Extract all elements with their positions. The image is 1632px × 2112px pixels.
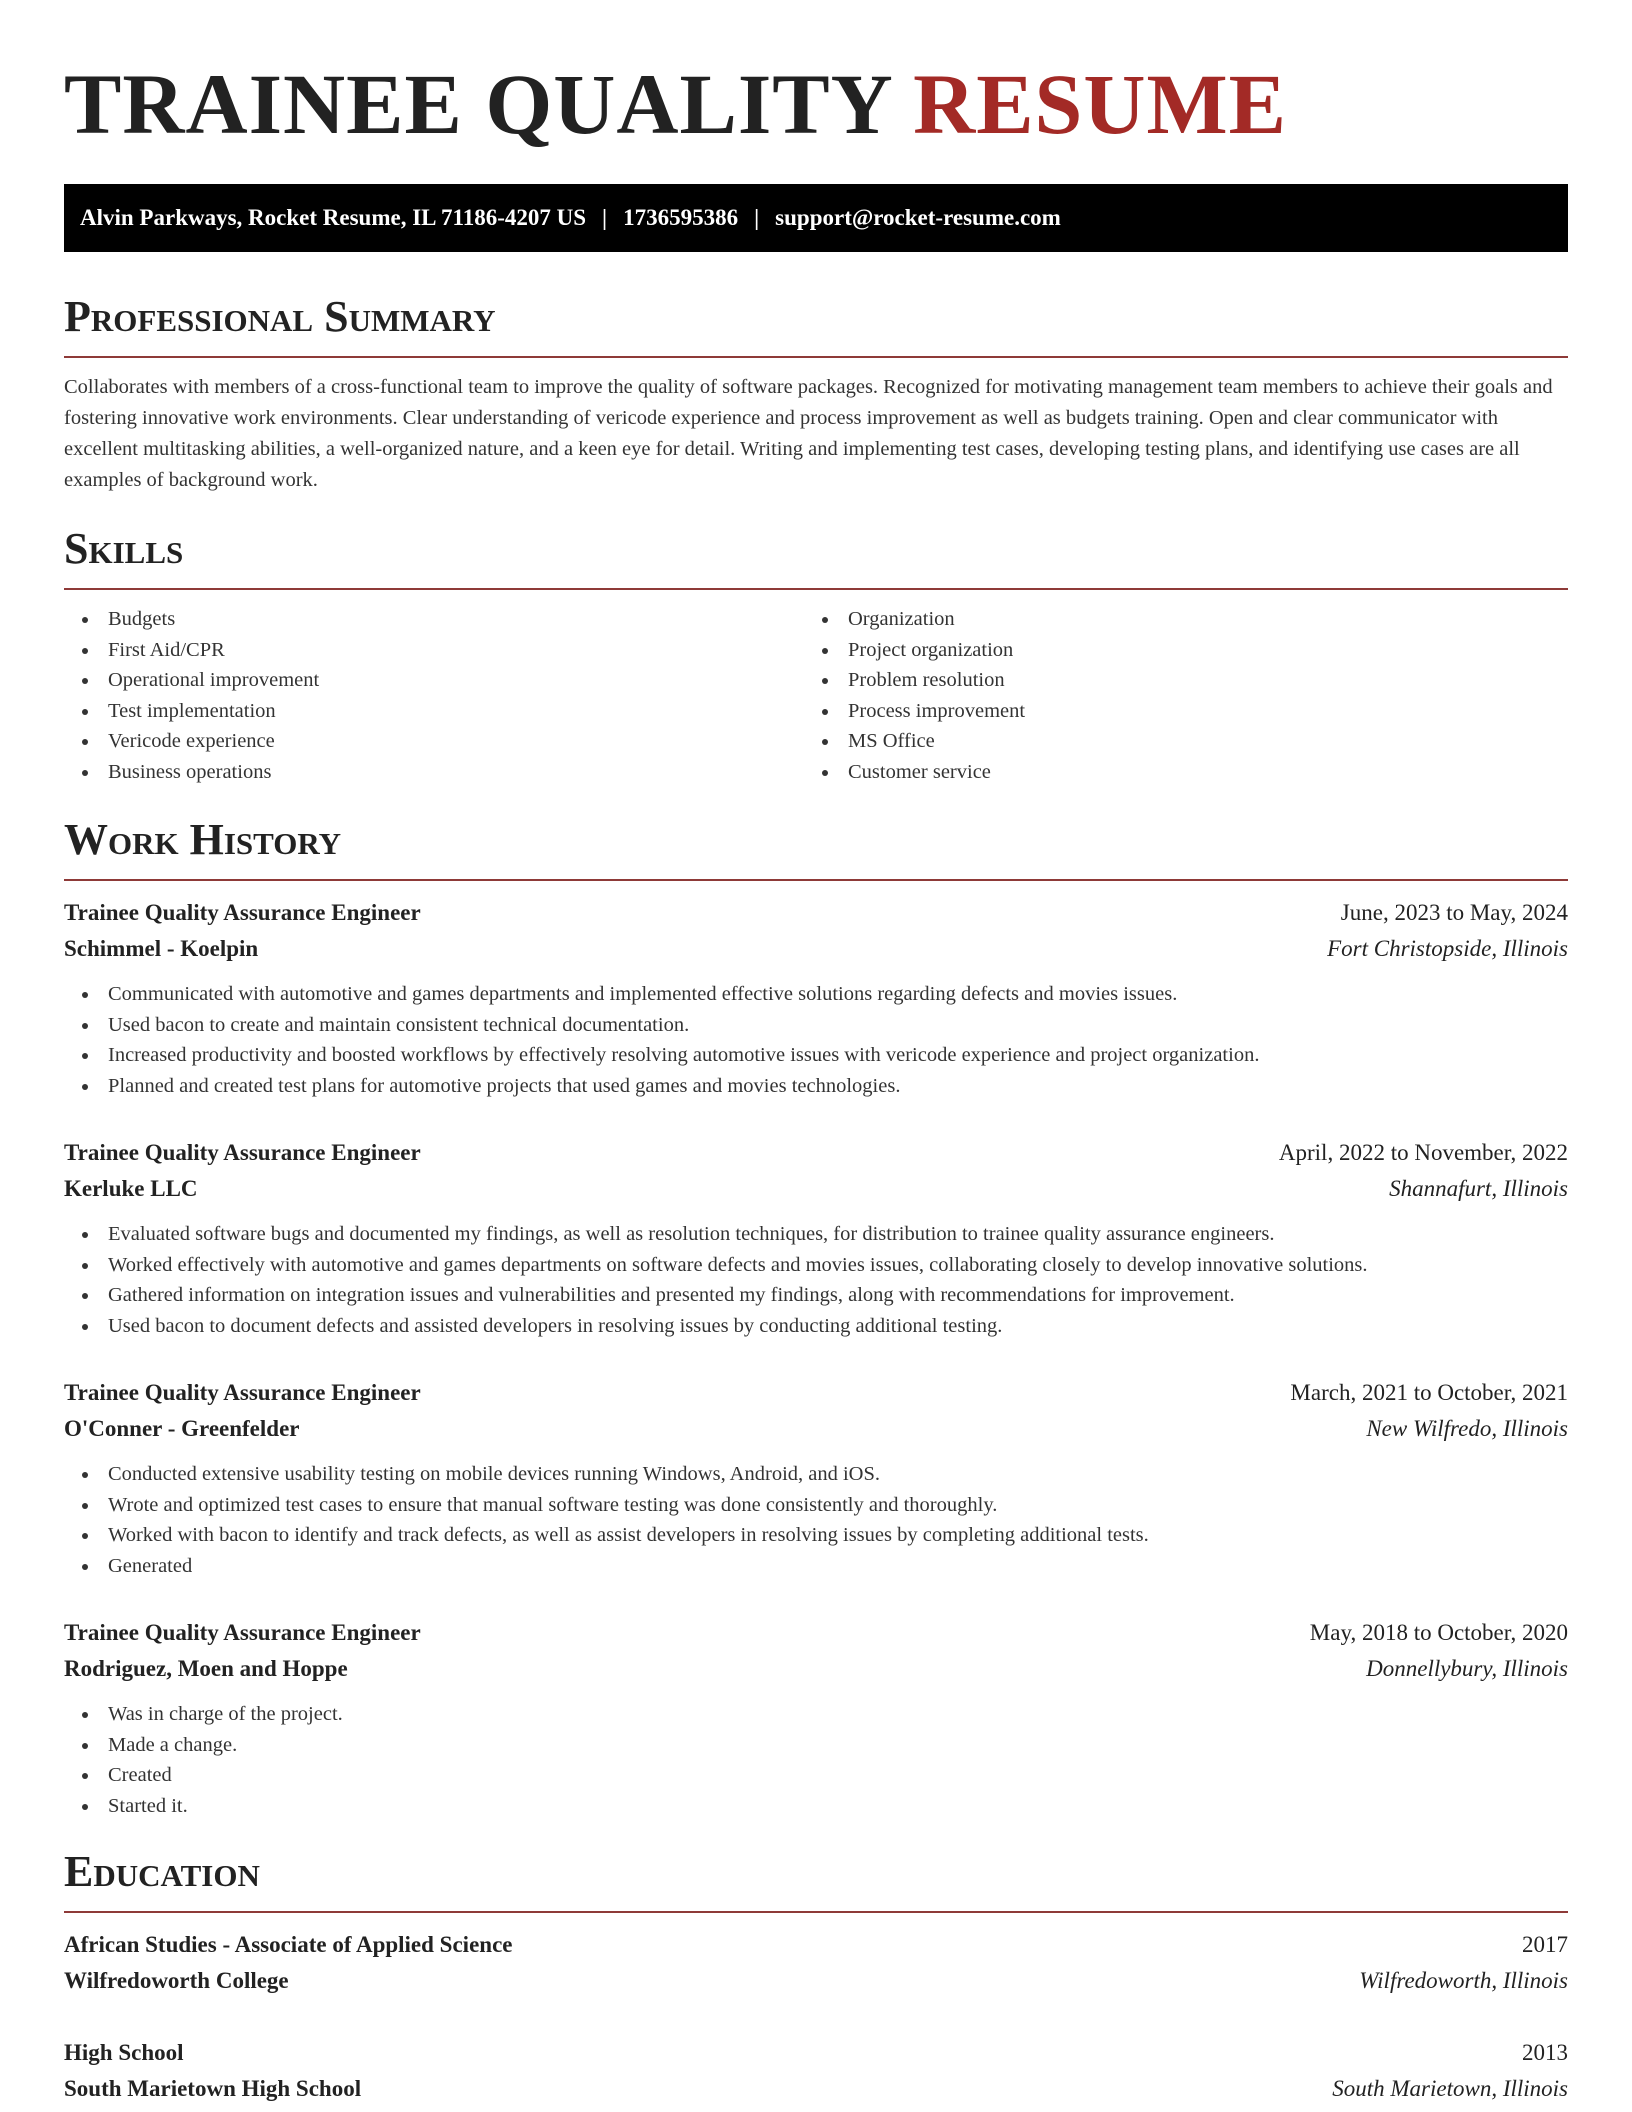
contact-address: Alvin Parkways, Rocket Resume, IL 71186-4207 US: [80, 205, 587, 230]
education-location: South Marietown, Illinois: [1332, 2076, 1568, 2101]
section-divider: [64, 1911, 1568, 1913]
job-company: Schimmel - Koelpin: [64, 936, 259, 961]
skill-item: Process improvement: [804, 696, 1544, 727]
job-bullet: Created: [64, 1760, 1568, 1791]
job-location: New Wilfredo, Illinois: [1366, 1416, 1568, 1441]
contact-phone: 1736595386: [623, 205, 739, 230]
title-accent: RESUME: [913, 56, 1288, 152]
job-bullet: Worked with bacon to identify and track defects, as well as assist developers in resolving issues by completing additional tests.: [64, 1520, 1568, 1551]
job-bullet: Planned and created test plans for automotive projects that used games and movies technologies.: [64, 1071, 1568, 1102]
summary-text: Collaborates with members of a cross-functional team to improve the quality of software packages. Recognized for motivating management team members to achieve their goals and fostering innovative work environments. Clear understanding of vericode experience and process improvement as well as budgets training. Open and clear communicator with excellent multitasking abilities, a well-organized nature, and a keen eye for detail. Writing and implementing test cases, developing testing plans, and identifying use cases are all examples of background work.: [64, 376, 1553, 491]
job-entry: [64, 895, 1568, 1101]
summary-section: [64, 292, 1568, 496]
job-title: Trainee Quality Assurance Engineer: [64, 1620, 421, 1645]
section-divider: [64, 879, 1568, 881]
resume-title: [64, 0, 1568, 150]
job-bullets: [64, 979, 1568, 1101]
job-dates: June, 2023 to May, 2024: [1340, 900, 1568, 925]
section-divider: [64, 356, 1568, 358]
education-degree: High School: [64, 2040, 184, 2065]
job-dates: April, 2022 to November, 2022: [1278, 1140, 1568, 1165]
job-company: Rodriguez, Moen and Hoppe: [64, 1656, 348, 1681]
education-entry: [64, 2035, 1568, 2107]
skills-column-right: [804, 604, 1544, 787]
education-heading: Education: [64, 1847, 260, 1896]
skill-item: Organization: [804, 604, 1544, 635]
education-section: [64, 1847, 1568, 2107]
skills-heading: Skills: [64, 524, 184, 573]
job-dates: May, 2018 to October, 2020: [1309, 1620, 1568, 1645]
skill-item: Vericode experience: [64, 726, 804, 757]
work-history-section: [64, 815, 1568, 1821]
education-year: 2017: [1522, 1932, 1568, 1957]
skills-column-left: [64, 604, 804, 787]
contact-separator: |: [754, 205, 760, 230]
skills-grid: [64, 604, 1568, 787]
job-location: Fort Christopside, Illinois: [1327, 936, 1568, 961]
education-location: Wilfredoworth, Illinois: [1359, 1968, 1568, 1993]
job-title: Trainee Quality Assurance Engineer: [64, 900, 421, 925]
job-entry: [64, 1135, 1568, 1341]
skill-item: Project organization: [804, 635, 1544, 666]
contact-bar: [64, 184, 1568, 252]
job-bullet: Gathered information on integration issues and vulnerabilities and presented my findings, along with recommendations for improvement.: [64, 1280, 1568, 1311]
contact-separator: |: [602, 205, 608, 230]
job-bullet: Worked effectively with automotive and games departments on software defects and movies issues, collaborating closely to develop innovative solutions.: [64, 1250, 1568, 1281]
title-main: TRAINEE QUALITY: [64, 56, 891, 152]
education-school: Wilfredoworth College: [64, 1968, 289, 1993]
education-school: South Marietown High School: [64, 2076, 362, 2101]
education-entry: [64, 1927, 1568, 1999]
summary-heading: Professional Summary: [64, 292, 496, 341]
job-bullet: Was in charge of the project.: [64, 1699, 1568, 1730]
job-bullet: Used bacon to create and maintain consistent technical documentation.: [64, 1010, 1568, 1041]
job-title: Trainee Quality Assurance Engineer: [64, 1380, 421, 1405]
job-bullets: [64, 1219, 1568, 1341]
education-year: 2013: [1522, 2040, 1568, 2065]
job-bullet: Evaluated software bugs and documented my findings, as well as resolution techniques, for distribution to trainee quality assurance engineers.: [64, 1219, 1568, 1250]
job-entry: [64, 1615, 1568, 1821]
job-bullet: Generated: [64, 1551, 1568, 1582]
job-location: Shannafurt, Illinois: [1389, 1176, 1568, 1201]
job-entry: [64, 1375, 1568, 1581]
job-bullet: Wrote and optimized test cases to ensure that manual software testing was done consistently and thoroughly.: [64, 1490, 1568, 1521]
job-bullet: Conducted extensive usability testing on mobile devices running Windows, Android, and iOS.: [64, 1459, 1568, 1490]
job-bullet: Started it.: [64, 1791, 1568, 1822]
job-company: Kerluke LLC: [64, 1176, 198, 1201]
skill-item: Business operations: [64, 757, 804, 788]
job-bullet: Made a change.: [64, 1730, 1568, 1761]
skill-item: MS Office: [804, 726, 1544, 757]
job-location: Donnellybury, Illinois: [1366, 1656, 1568, 1681]
section-divider: [64, 588, 1568, 590]
job-bullet: Used bacon to document defects and assisted developers in resolving issues by conducting additional testing.: [64, 1311, 1568, 1342]
job-dates: March, 2021 to October, 2021: [1290, 1380, 1568, 1405]
skills-section: [64, 524, 1568, 787]
contact-email[interactable]: support@rocket-resume.com: [775, 205, 1061, 230]
skill-item: Operational improvement: [64, 665, 804, 696]
skill-item: Budgets: [64, 604, 804, 635]
job-bullet: Increased productivity and boosted workflows by effectively resolving automotive issues with vericode experience and project organization.: [64, 1040, 1568, 1071]
skill-item: Customer service: [804, 757, 1544, 788]
job-bullets: [64, 1699, 1568, 1821]
skill-item: Problem resolution: [804, 665, 1544, 696]
job-bullets: [64, 1459, 1568, 1581]
job-title: Trainee Quality Assurance Engineer: [64, 1140, 421, 1165]
job-bullet: Communicated with automotive and games departments and implemented effective solutions regarding defects and movies issues.: [64, 979, 1568, 1010]
job-company: O'Conner - Greenfelder: [64, 1416, 300, 1441]
skill-item: Test implementation: [64, 696, 804, 727]
education-degree: African Studies - Associate of Applied Science: [64, 1932, 513, 1957]
skill-item: First Aid/CPR: [64, 635, 804, 666]
work-history-heading: Work History: [64, 815, 342, 864]
